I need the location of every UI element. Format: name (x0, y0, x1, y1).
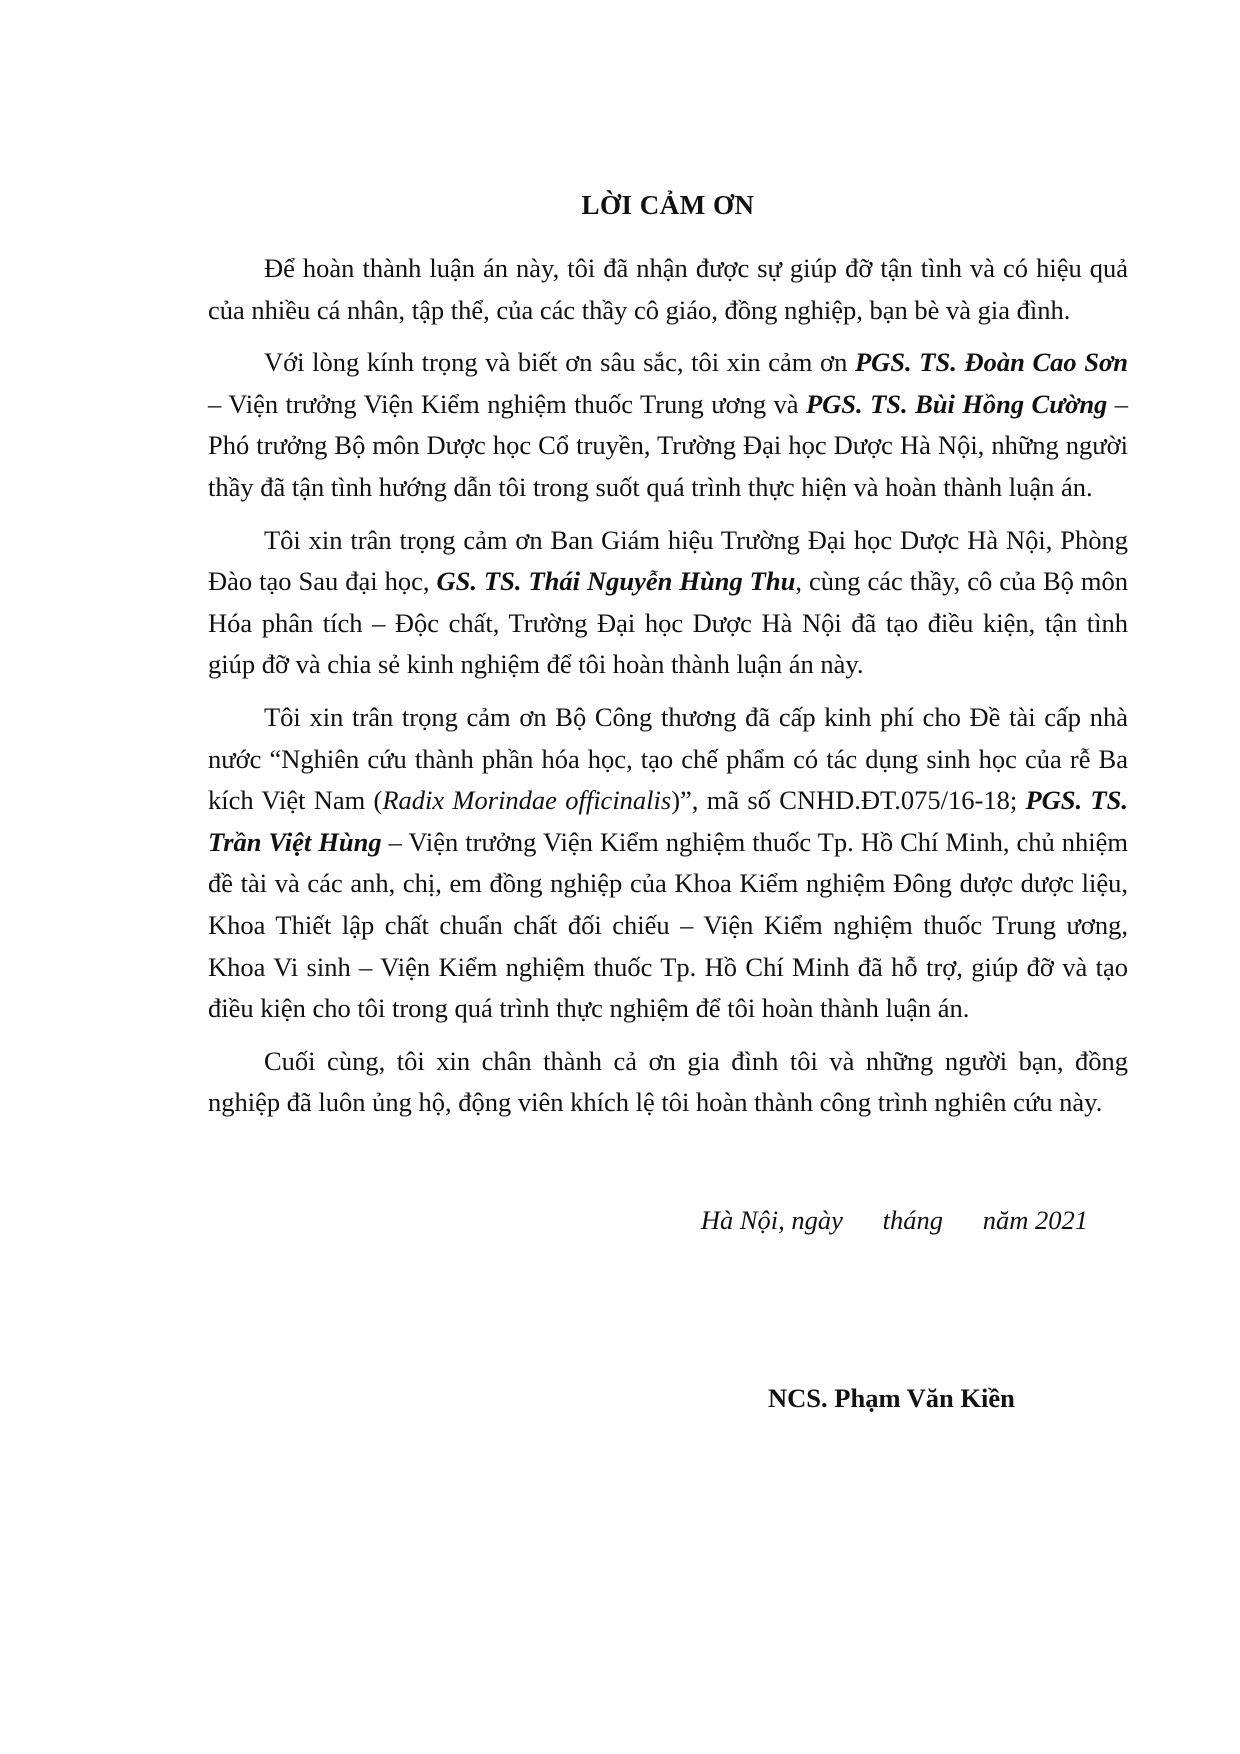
paragraph-text: – Phó trưởng Bộ môn Dược học Cổ truyền, Trường Đại học Dược Hà Nội, những người thầy đã tận tình hướng dẫn tôi trong suốt quá trình thực hiện và hoàn thành luận án. (208, 388, 1128, 502)
supervisor-name-1: PGS. TS. Đoàn Cao Sơn (854, 347, 1128, 378)
paragraph-family: Cuối cùng, tôi xin chân thành cả ơn gia đình tôi và những người bạn, đồng nghiệp đã luôn ủng hộ, động viên khích lệ tôi hoàn thành công trình nghiên cứu này. (208, 1045, 1128, 1118)
date-line: Hà Nội, ngày tháng năm 2021 (700, 1205, 1088, 1235)
professor-name: GS. TS. Thái Nguyễn Hùng Thu (436, 566, 796, 597)
paragraph-ministry (208, 697, 1128, 1030)
body-text (208, 248, 1128, 1135)
paragraph-supervisors (208, 342, 1128, 508)
page-title: LỜI CẢM ƠN (581, 190, 755, 220)
paragraph-text: , cùng các thầy, cô của Bộ môn Hóa phân tích – Độc chất, Trường Đại học Dược Hà Nội đã tạo điều kiện, tận tình giúp đỡ và chia sẻ kinh nghiệm để tôi hoàn thành luận án này. (208, 566, 1128, 680)
paragraph-text: Tôi xin trân trọng cảm ơn Bộ Công thương đã cấp kinh phí cho Đề tài cấp nhà nước “Nghiên cứu thành phần hóa học, tạo chế phẩm có tác dụng sinh học của rễ Ba kích Việt Nam ( (208, 701, 1128, 816)
paragraph-text: Tôi xin trân trọng cảm ơn Ban Giám hiệu Trường Đại học Dược Hà Nội, Phòng Đào tạo Sau đại học, (208, 524, 1128, 597)
signature: NCS. Phạm Văn Kiền (768, 1383, 1015, 1413)
paragraph-university (208, 520, 1128, 686)
paragraph-text: – Viện trưởng Viện Kiểm nghiệm thuốc Tp. Hồ Chí Minh, chủ nhiệm đề tài và các anh, chị, em đồng nghiệp của Khoa Kiểm nghiệm Đông dược dược liệu, Khoa Thiết lập chất chuẩn chất đối chiếu – Viện Kiểm nghiệm thuốc Trung ương, Khoa Vi sinh – Viện Kiểm nghiệm thuốc Tp. Hồ Chí Minh đã hỗ trợ, giúp đỡ và tạo điều kiện cho tôi trong quá trình thực nghiệm để tôi hoàn thành luận án. (208, 826, 1128, 1024)
project-lead-name: PGS. TS. Trần Việt Hùng (208, 785, 1128, 857)
paragraph-text: )”, mã số CNHD.ĐT.075/16-18; (671, 785, 1026, 816)
paragraph-intro: Để hoàn thành luận án này, tôi đã nhận được sự giúp đỡ tận tình và có hiệu quả của nhiều cá nhân, tập thể, của các thầy cô giáo, đồng nghiệp, bạn bè và gia đình. (208, 253, 1128, 325)
paragraph-text: Với lòng kính trọng và biết ơn sâu sắc, tôi xin cảm ơn (264, 347, 855, 378)
supervisor-name-2: PGS. TS. Bùi Hồng Cường (805, 388, 1108, 419)
paragraph-text: – Viện trưởng Viện Kiểm nghiệm thuốc Trung ương và (208, 388, 806, 419)
latin-name: Radix Morindae officinalis (382, 785, 672, 816)
